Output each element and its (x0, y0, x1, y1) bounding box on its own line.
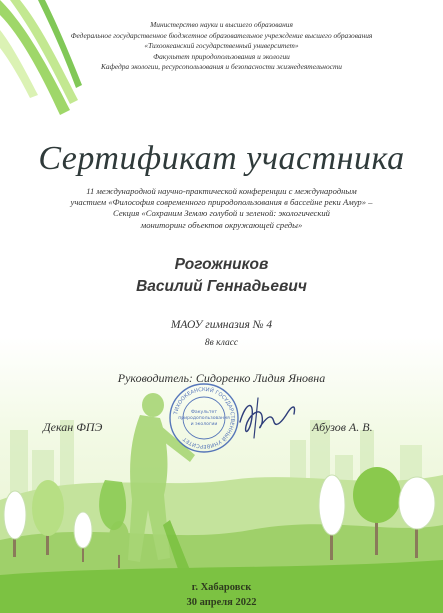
participant-given-names: Василий Геннадьевич (136, 278, 307, 295)
supervisor: Руководитель: Сидоренко Лидия Яновна (117, 371, 326, 385)
conference-description (0, 186, 443, 231)
svg-text:и экологии: и экологии (190, 422, 218, 427)
university-name: «Тихоокеанский государственный университет» (144, 41, 299, 50)
svg-text:ТИХООКЕАНСКИЙ ГОСУДАРСТВЕННЫЙ: ТИХООКЕАНСКИЙ ГОСУДАРСТВЕННЫЙ УНИВЕРСИТЕТ (173, 386, 236, 450)
conference-line: мониторинг объектов окружающей среды» (140, 219, 303, 230)
conference-line: 11 международной научно-практической конференции с международным (86, 186, 357, 196)
dean-signature (232, 392, 302, 442)
school-name: МАОУ гимназия № 4 (170, 319, 273, 331)
institution-type-line: Федеральное государственное бюджетное образовательное учреждение высшего образования (70, 30, 373, 40)
official-stamp (168, 382, 240, 454)
conference-line: Секция «Сохраним Землю голубой и зеленой: экологический (113, 208, 330, 219)
faculty-name: Факультет природопользования и экологии (153, 51, 290, 61)
dean-name: Абузов А. В. (312, 420, 373, 434)
grade: 8в класс (204, 338, 239, 348)
date: 30 апреля 2022 (186, 597, 257, 608)
ministry-line: Министерство науки и высшего образования (150, 20, 293, 29)
participant-surname: Рогожников (174, 256, 269, 273)
certificate-title: Сертификат участника (38, 140, 405, 177)
dean-label: Декан ФПЭ (43, 420, 103, 434)
city: г. Хабаровск (191, 582, 252, 593)
svg-text:Факультет: Факультет (190, 410, 218, 415)
svg-text:природопользования: природопользования (178, 416, 230, 421)
department-name: Кафедра экологии, ресурсопользования и безопасности жизнедеятельности (101, 62, 342, 71)
conference-line: участием «Философия современного природопользования в бассейне реки Амур» – (70, 197, 373, 208)
